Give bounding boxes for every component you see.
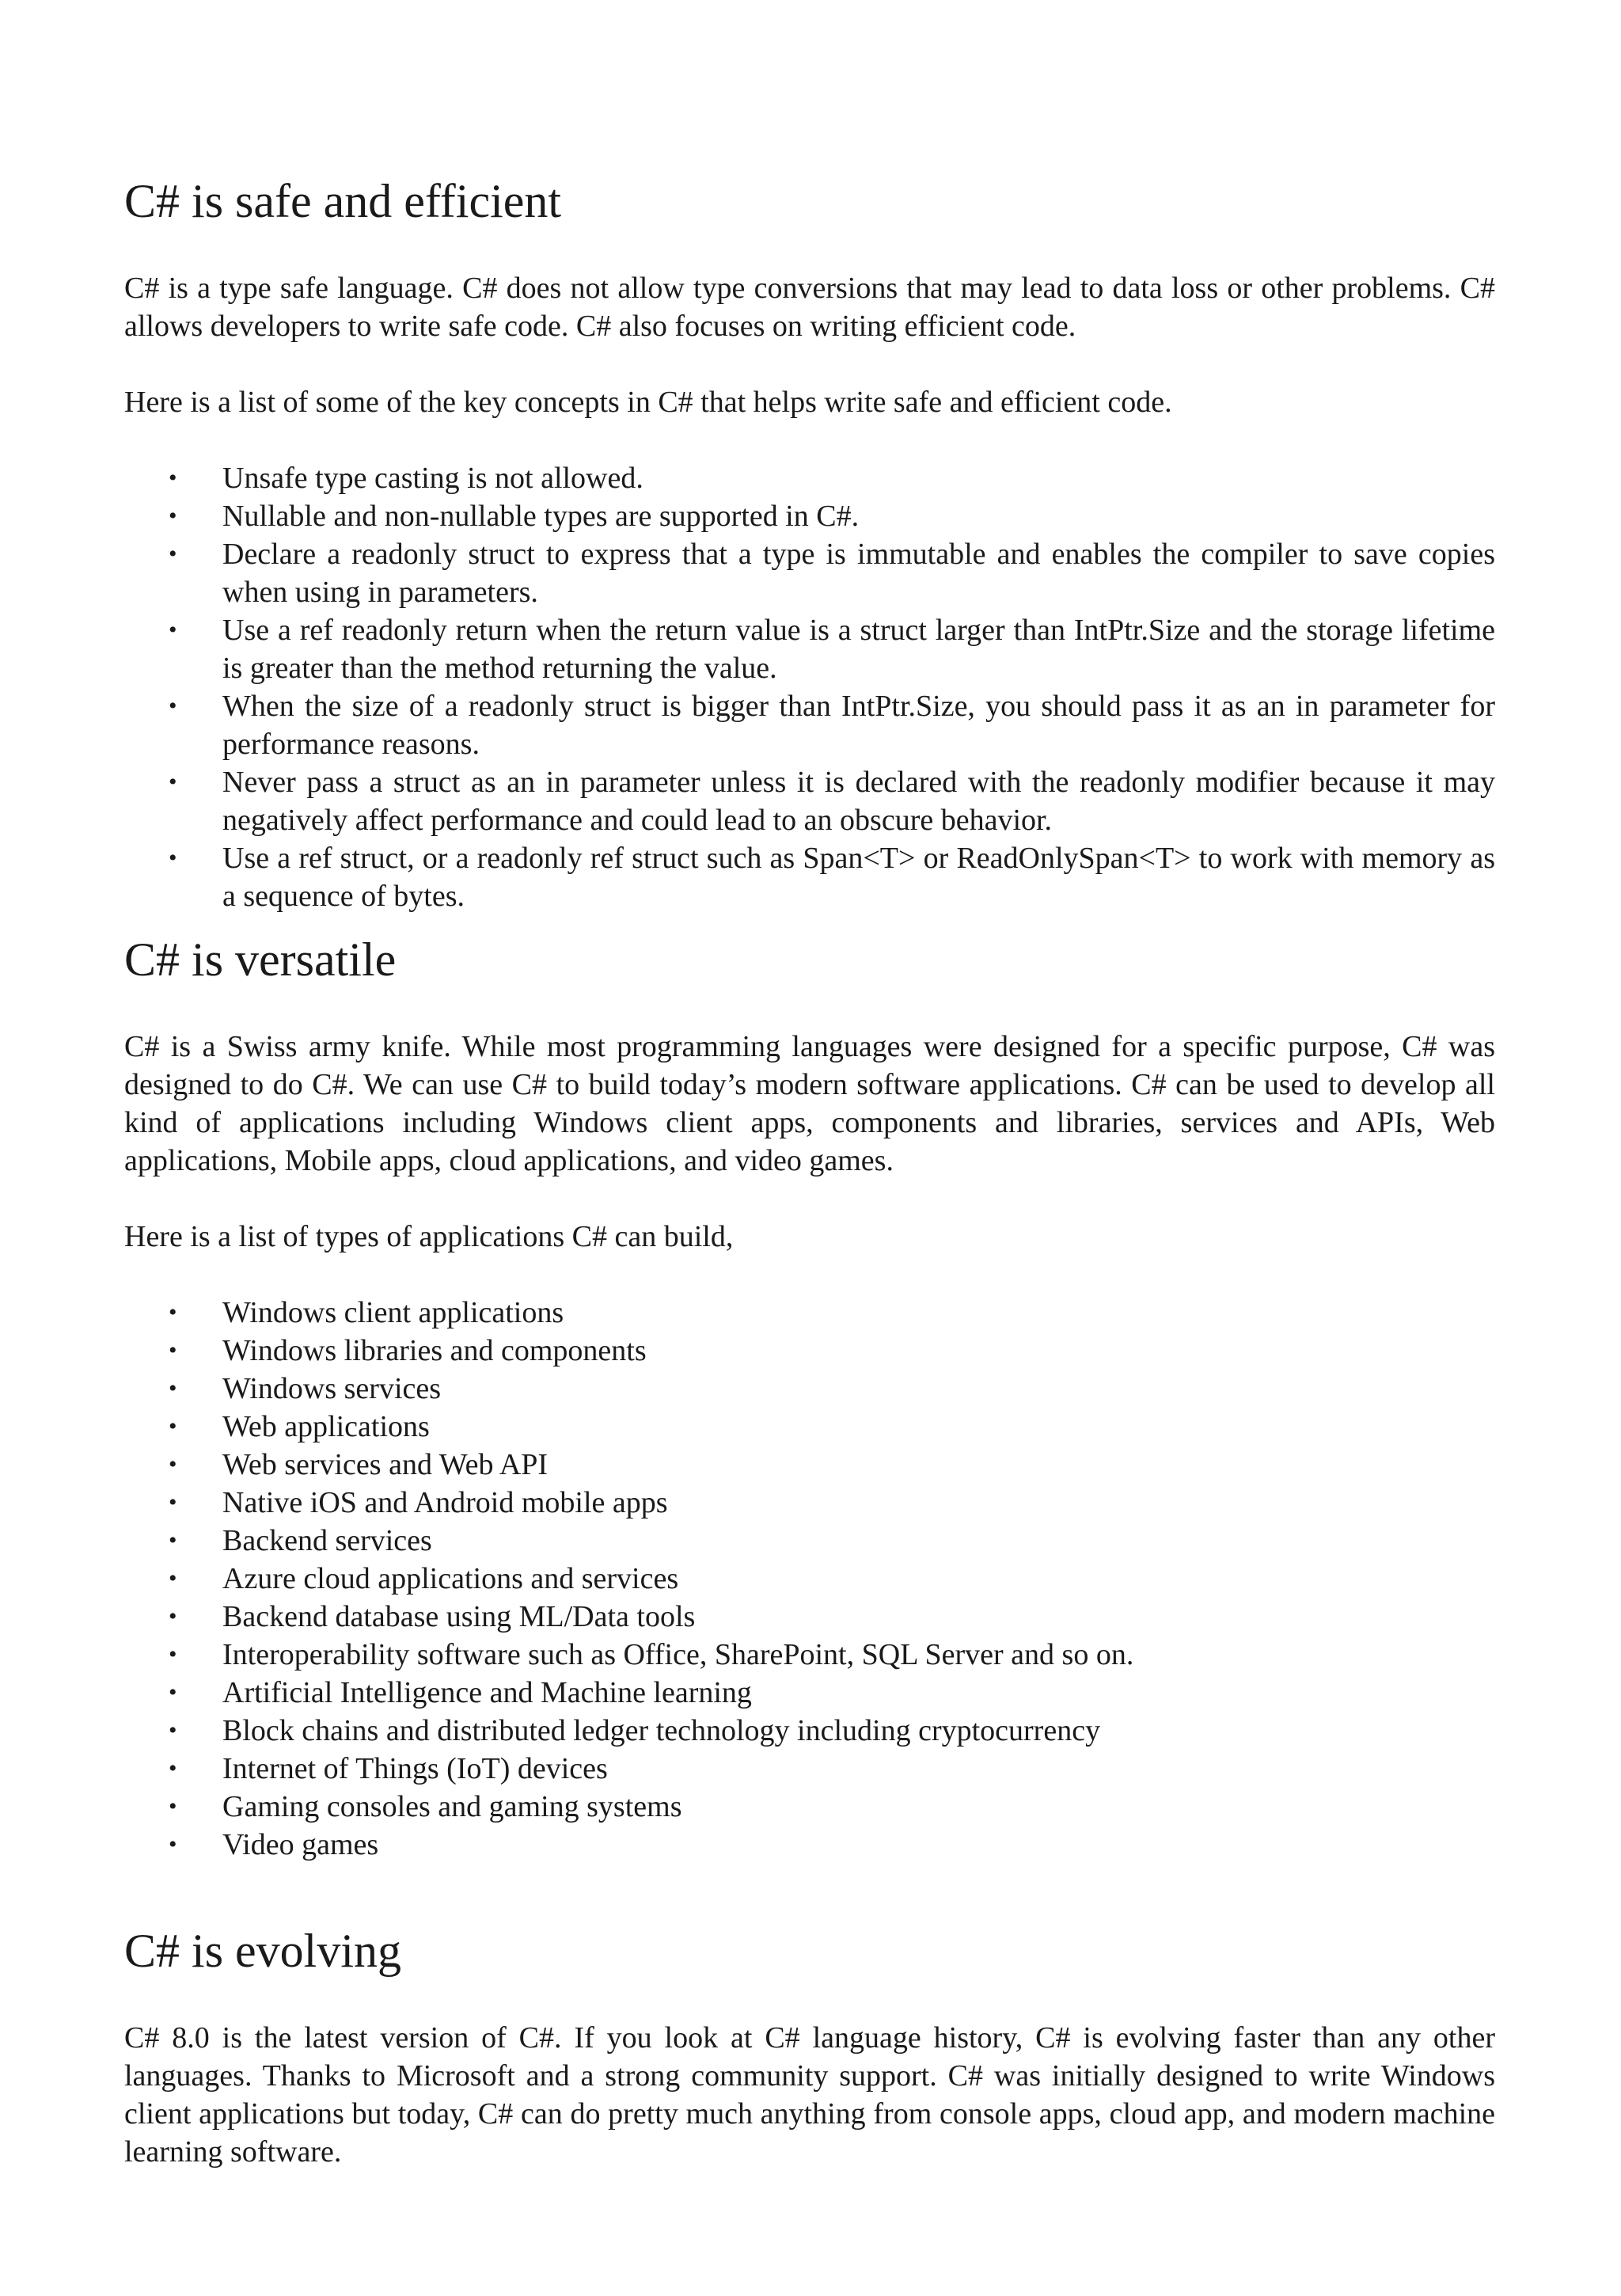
bullet-icon: • [169,1717,177,1743]
list-item: • Windows services [124,1370,1495,1408]
list-item: • Web services and Web API [124,1446,1495,1484]
list-item: • Never pass a struct as an in parameter unless it is declared with the readonly modifier because it may negatively affect performance and could lead to an obscure behavior. [124,763,1495,839]
list-item: • Unsafe type casting is not allowed. [124,459,1495,497]
bullet-icon: • [169,465,177,491]
list-item: • Backend database using ML/Data tools [124,1598,1495,1636]
bullet-icon: • [169,1565,177,1591]
list-item: • Declare a readonly struct to express that a type is immutable and enables the compiler to save copies when using in parameters. [124,535,1495,611]
list-item: • Artificial Intelligence and Machine learning [124,1674,1495,1712]
bullet-icon: • [169,1603,177,1629]
document-page [124,0,1495,2171]
bullet-icon: • [169,541,177,567]
heading-evolving: C# is evolving [124,1925,402,1977]
paragraph-latest-version: C# 8.0 is the latest version of C#. If you look at C# language history, C# is evolving faster than any other languages. Thanks to Microsoft and a strong community support. C# was initially designed to write Windows client applications but today, C# can do pretty much anything from console apps, cloud app, and modern machine learning software. [124,2021,1495,2169]
list-item: • Windows libraries and components [124,1332,1495,1370]
bullet-icon: • [169,1375,177,1401]
list-item: • Internet of Things (IoT) devices [124,1750,1495,1788]
bullet-icon: • [169,1451,177,1477]
bullet-icon: • [169,1679,177,1705]
paragraph-type-safe: C# is a type safe language. C# does not allow type conversions that may lead to data loss or other problems. C# allows developers to write safe code. C# also focuses on writing efficient code. [124,272,1495,343]
bullet-icon: • [169,1641,177,1667]
bullet-icon: • [169,617,177,643]
list-application-types [124,1294,1495,1864]
list-item: • Use a ref readonly return when the return value is a struct larger than IntPtr.Size and the storage lifetime is greater than the method returning the value. [124,611,1495,687]
bullet-icon: • [169,769,177,795]
list-item: • Windows client applications [124,1294,1495,1332]
bullet-icon: • [169,1793,177,1819]
list-item: • When the size of a readonly struct is bigger than IntPtr.Size, you should pass it as an in parameter for performance reasons. [124,687,1495,763]
list-item: • Use a ref struct, or a readonly ref struct such as Span<T> or ReadOnlySpan<T> to work with memory as a sequence of bytes. [124,839,1495,915]
paragraph-swiss-army-knife: C# is a Swiss army knife. While most programming languages were designed for a specific purpose, C# was designed to do C#. We can use C# to build today’s modern software applications. C# can be used to develop all kind of applications including Windows client apps, components and libraries, services and APIs, Web applications, Mobile apps, cloud applications, and video games. [124,1030,1495,1177]
list-item: • Gaming consoles and gaming systems [124,1788,1495,1826]
list-item: • Interoperability software such as Office, SharePoint, SQL Server and so on. [124,1636,1495,1674]
list-key-concepts [124,459,1495,915]
bullet-icon: • [169,1299,177,1325]
heading-safe-and-efficient: C# is safe and efficient [124,175,562,227]
list-item: • Nullable and non-nullable types are supported in C#. [124,497,1495,535]
bullet-icon: • [169,1831,177,1857]
bullet-icon: • [169,845,177,871]
list-item: • Native iOS and Android mobile apps [124,1484,1495,1522]
bullet-icon: • [169,1413,177,1439]
bullet-icon: • [169,1755,177,1781]
paragraph-application-types-intro: Here is a list of types of applications C# can build, [124,1220,734,1253]
list-item: • Block chains and distributed ledger technology including cryptocurrency [124,1712,1495,1750]
bullet-icon: • [169,1527,177,1553]
list-item: • Azure cloud applications and services [124,1560,1495,1598]
list-item: • Backend services [124,1522,1495,1560]
bullet-icon: • [169,1489,177,1515]
heading-versatile: C# is versatile [124,933,397,986]
bullet-icon: • [169,693,177,719]
list-item: • Video games [124,1826,1495,1864]
list-item: • Web applications [124,1408,1495,1446]
bullet-icon: • [169,1337,177,1363]
paragraph-key-concepts-intro: Here is a list of some of the key concepts in C# that helps write safe and efficient code. [124,386,1172,419]
bullet-icon: • [169,503,177,529]
